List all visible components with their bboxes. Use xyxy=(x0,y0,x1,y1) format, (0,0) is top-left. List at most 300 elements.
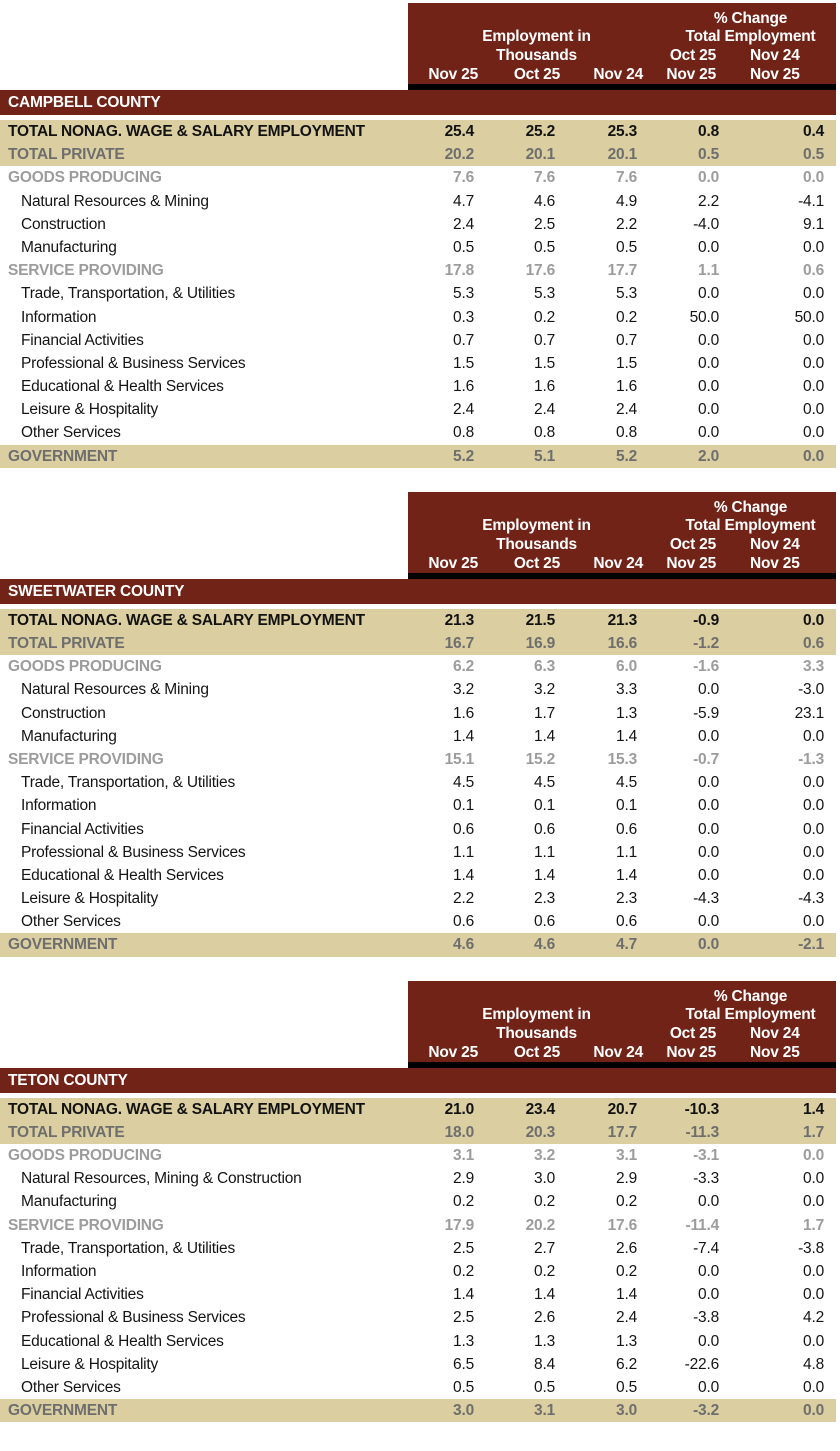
cell-value: 0.8 xyxy=(453,424,474,442)
employment-in-heading: Employment in xyxy=(482,1005,591,1023)
cell-value: 1.6 xyxy=(453,704,474,722)
cell-value: 0.0 xyxy=(803,285,824,303)
cell-value: 0.0 xyxy=(803,1193,824,1211)
table-row xyxy=(0,1237,836,1260)
cell-value: -3.0 xyxy=(798,681,824,699)
cell-value: 0.2 xyxy=(453,1262,474,1280)
cell-value: 5.1 xyxy=(534,447,555,465)
cell-value: 0.0 xyxy=(698,169,719,187)
cell-value: 21.5 xyxy=(525,611,555,629)
cell-value: 0.0 xyxy=(698,1262,719,1280)
cell-value: 1.4 xyxy=(453,727,474,745)
cell-value: 0.0 xyxy=(803,331,824,349)
cell-value: 0.0 xyxy=(698,1193,719,1211)
cell-value: 1.4 xyxy=(616,1286,637,1304)
cell-value: 0.8 xyxy=(616,424,637,442)
county-band xyxy=(0,579,836,604)
cell-value: 0.2 xyxy=(534,308,555,326)
cell-value: 25.2 xyxy=(525,123,555,140)
table-row xyxy=(0,190,836,213)
table-row xyxy=(0,352,836,375)
cell-value: 6.0 xyxy=(616,658,637,676)
cell-value: 0.0 xyxy=(803,238,824,256)
cell-value: -11.4 xyxy=(685,1216,719,1234)
cell-value: 20.1 xyxy=(607,146,637,164)
table-row xyxy=(0,1353,836,1376)
table-row xyxy=(0,933,836,956)
cell-value: 3.2 xyxy=(453,681,474,699)
cell-value: 0.0 xyxy=(698,681,719,699)
ratio-col1-numerator: Oct 25 xyxy=(669,1024,716,1042)
cell-value: 50.0 xyxy=(794,308,824,326)
cell-value: 0.2 xyxy=(616,1262,637,1280)
ratio-col2-numerator: Nov 24 xyxy=(750,47,800,64)
cell-value: -1.2 xyxy=(693,635,719,652)
table-row xyxy=(0,1121,836,1144)
cell-value: 0.0 xyxy=(698,424,719,442)
table-row xyxy=(0,398,836,421)
cell-value: 0.1 xyxy=(534,797,555,815)
row-label: Leisure & Hospitality xyxy=(21,1355,159,1373)
table-column-header xyxy=(408,492,836,579)
county-employment-table xyxy=(0,3,836,468)
cell-value: 3.3 xyxy=(616,681,637,699)
cell-value: -4.3 xyxy=(798,890,824,908)
cell-value: 0.0 xyxy=(803,820,824,838)
table-column-header xyxy=(408,3,836,90)
cell-value: 4.6 xyxy=(534,936,555,954)
cell-value: 17.7 xyxy=(607,262,637,280)
cell-value: 0.6 xyxy=(534,820,555,838)
cell-value: 1.5 xyxy=(616,354,637,372)
row-label: TOTAL NONAG. WAGE & SALARY EMPLOYMENT xyxy=(8,611,365,629)
row-label: Natural Resources & Mining xyxy=(21,681,209,699)
cell-value: 1.4 xyxy=(616,727,637,745)
row-label: Manufacturing xyxy=(21,1193,117,1211)
table-row xyxy=(0,213,836,236)
cell-value: 15.3 xyxy=(607,750,637,768)
cell-value: 2.4 xyxy=(453,215,474,233)
cell-value: -22.6 xyxy=(684,1355,719,1373)
cell-value: 0.0 xyxy=(698,797,719,815)
month-col-label-nov25: Nov 25 xyxy=(428,1043,478,1061)
cell-value: 1.4 xyxy=(534,866,555,884)
cell-value: 0.0 xyxy=(698,1378,719,1396)
cell-value: 8.4 xyxy=(534,1355,555,1373)
cell-value: 5.3 xyxy=(534,285,555,303)
cell-value: 4.6 xyxy=(534,192,555,210)
cell-value: 16.7 xyxy=(444,635,474,652)
cell-value: -10.3 xyxy=(684,1100,719,1118)
cell-value: 0.0 xyxy=(698,285,719,303)
cell-value: -3.1 xyxy=(693,1147,719,1164)
row-label: Other Services xyxy=(21,424,121,442)
cell-value: 1.1 xyxy=(534,843,555,861)
row-label: Construction xyxy=(21,704,106,722)
table-row xyxy=(0,1144,836,1167)
cell-value: 4.5 xyxy=(534,774,555,792)
row-label: Educational & Health Services xyxy=(21,1332,224,1350)
cell-value: -0.9 xyxy=(693,611,719,629)
cell-value: 2.9 xyxy=(453,1170,474,1188)
cell-value: -4.3 xyxy=(693,890,719,908)
cell-value: 0.0 xyxy=(803,447,824,465)
table-row xyxy=(0,306,836,329)
thousands-heading: Thousands xyxy=(496,1024,577,1042)
cell-value: 0.0 xyxy=(803,727,824,745)
cell-value: 0.0 xyxy=(803,354,824,372)
cell-value: 20.3 xyxy=(525,1123,555,1141)
table-body xyxy=(0,120,836,468)
row-label: Information xyxy=(21,797,97,815)
cell-value: 0.7 xyxy=(534,331,555,349)
table-row xyxy=(0,1399,836,1422)
cell-value: 0.0 xyxy=(803,913,824,931)
cell-value: 20.2 xyxy=(444,146,474,164)
table-row xyxy=(0,1306,836,1329)
cell-value: 4.6 xyxy=(453,936,474,954)
cell-value: 2.2 xyxy=(616,215,637,233)
cell-value: 2.5 xyxy=(453,1309,474,1327)
table-row xyxy=(0,748,836,771)
cell-value: 1.1 xyxy=(616,843,637,861)
cell-value: 0.0 xyxy=(698,866,719,884)
ratio-col2-numerator: Nov 24 xyxy=(750,535,800,553)
cell-value: 1.4 xyxy=(453,866,474,884)
employment-in-heading: Employment in xyxy=(482,516,591,534)
cell-value: 0.2 xyxy=(534,1193,555,1211)
cell-value: 3.1 xyxy=(453,1147,474,1164)
cell-value: 0.0 xyxy=(803,424,824,442)
table-row xyxy=(0,375,836,398)
table-row xyxy=(0,818,836,841)
table-body xyxy=(0,1098,836,1423)
table-row xyxy=(0,841,836,864)
table-row xyxy=(0,166,836,189)
cell-value: 2.5 xyxy=(453,1239,474,1257)
cell-value: 0.0 xyxy=(803,1332,824,1350)
cell-value: 2.4 xyxy=(616,1309,637,1327)
row-label: Other Services xyxy=(21,913,121,931)
cell-value: 0.5 xyxy=(803,146,824,164)
cell-value: 1.4 xyxy=(803,1100,824,1118)
table-column-header xyxy=(408,981,836,1068)
total-employment-heading: Total Employment xyxy=(685,1005,816,1023)
cell-value: 7.6 xyxy=(453,169,474,187)
cell-value: -0.7 xyxy=(693,750,719,768)
cell-value: 0.0 xyxy=(803,401,824,419)
cell-value: 1.3 xyxy=(534,1332,555,1350)
cell-value: 0.5 xyxy=(616,238,637,256)
cell-value: 0.2 xyxy=(616,1193,637,1211)
cell-value: 0.5 xyxy=(616,1378,637,1396)
month-col-label-nov24: Nov 24 xyxy=(593,554,643,572)
cell-value: 0.2 xyxy=(616,308,637,326)
cell-value: -3.8 xyxy=(693,1309,719,1327)
row-label: Other Services xyxy=(21,1378,121,1396)
cell-value: 1.7 xyxy=(534,704,555,722)
cell-value: 0.6 xyxy=(534,913,555,931)
table-row xyxy=(0,421,836,444)
cell-value: -1.3 xyxy=(798,750,824,768)
table-row xyxy=(0,678,836,701)
row-label: Professional & Business Services xyxy=(21,1309,246,1327)
table-row xyxy=(0,1260,836,1283)
cell-value: 17.6 xyxy=(607,1216,637,1234)
cell-value: 2.3 xyxy=(534,890,555,908)
cell-value: -11.3 xyxy=(685,1123,719,1141)
cell-value: 0.7 xyxy=(616,331,637,349)
cell-value: 2.9 xyxy=(616,1170,637,1188)
table-row xyxy=(0,794,836,817)
cell-value: 0.0 xyxy=(698,331,719,349)
row-label: Leisure & Hospitality xyxy=(21,401,159,419)
ratio-col2-denominator: Nov 25 xyxy=(750,1043,800,1061)
row-label: TOTAL PRIVATE xyxy=(8,146,125,164)
county-band xyxy=(0,1068,836,1093)
table-row xyxy=(0,655,836,678)
county-band xyxy=(0,90,836,115)
cell-value: 0.0 xyxy=(803,843,824,861)
cell-value: 2.2 xyxy=(698,192,719,210)
row-label: Information xyxy=(21,308,97,326)
cell-value: 2.2 xyxy=(453,890,474,908)
month-col-label-nov25: Nov 25 xyxy=(428,66,478,83)
cell-value: -5.9 xyxy=(693,704,719,722)
county-employment-table xyxy=(0,981,836,1423)
cell-value: 0.0 xyxy=(698,820,719,838)
row-label: Professional & Business Services xyxy=(21,843,246,861)
cell-value: 0.0 xyxy=(803,611,824,629)
table-row xyxy=(0,702,836,725)
thousands-heading: Thousands xyxy=(496,535,577,553)
row-label: Educational & Health Services xyxy=(21,378,224,396)
row-label: GOVERNMENT xyxy=(8,936,118,954)
cell-value: 16.9 xyxy=(525,635,555,652)
table-row xyxy=(0,1098,836,1121)
cell-value: 0.0 xyxy=(698,378,719,396)
row-label: Leisure & Hospitality xyxy=(21,890,159,908)
cell-value: 3.1 xyxy=(534,1402,555,1420)
cell-value: 6.3 xyxy=(534,658,555,676)
cell-value: 17.8 xyxy=(444,262,474,280)
cell-value: 17.7 xyxy=(607,1123,637,1141)
cell-value: 0.6 xyxy=(453,820,474,838)
row-label: Financial Activities xyxy=(21,1286,144,1304)
row-label: Financial Activities xyxy=(21,331,144,349)
cell-value: 0.0 xyxy=(803,1378,824,1396)
cell-value: 18.0 xyxy=(444,1123,474,1141)
cell-value: 4.2 xyxy=(803,1309,824,1327)
cell-value: 2.4 xyxy=(453,401,474,419)
cell-value: 2.4 xyxy=(616,401,637,419)
cell-value: 5.2 xyxy=(453,447,474,465)
thousands-heading: Thousands xyxy=(496,47,577,64)
row-label: Manufacturing xyxy=(21,238,117,256)
pct-change-heading: % Change xyxy=(713,10,788,27)
cell-value: 2.6 xyxy=(616,1239,637,1257)
cell-value: 0.5 xyxy=(534,1378,555,1396)
cell-value: 0.0 xyxy=(803,378,824,396)
table-row xyxy=(0,609,836,632)
table-row xyxy=(0,1190,836,1213)
cell-value: 0.2 xyxy=(453,1193,474,1211)
cell-value: 4.9 xyxy=(616,192,637,210)
table-row xyxy=(0,1330,836,1353)
cell-value: 0.0 xyxy=(698,843,719,861)
cell-value: 0.6 xyxy=(616,913,637,931)
cell-value: 3.0 xyxy=(534,1170,555,1188)
cell-value: 0.6 xyxy=(803,635,824,652)
cell-value: 0.6 xyxy=(616,820,637,838)
ratio-col2-denominator: Nov 25 xyxy=(750,66,800,83)
cell-value: 1.6 xyxy=(453,378,474,396)
cell-value: 20.1 xyxy=(525,146,555,164)
cell-value: 0.1 xyxy=(616,797,637,815)
cell-value: 15.2 xyxy=(525,750,555,768)
cell-value: 0.8 xyxy=(534,424,555,442)
ratio-col1-denominator: Nov 25 xyxy=(666,66,716,83)
cell-value: -2.1 xyxy=(798,936,824,954)
table-row xyxy=(0,329,836,352)
cell-value: 1.6 xyxy=(616,378,637,396)
cell-value: 3.1 xyxy=(616,1147,637,1164)
cell-value: 0.3 xyxy=(453,308,474,326)
cell-value: 0.0 xyxy=(803,169,824,187)
cell-value: 6.2 xyxy=(616,1355,637,1373)
cell-value: 0.0 xyxy=(698,936,719,954)
cell-value: 4.7 xyxy=(453,192,474,210)
cell-value: 0.0 xyxy=(698,774,719,792)
cell-value: 1.7 xyxy=(803,1123,824,1141)
month-col-label-oct25: Oct 25 xyxy=(513,1043,560,1061)
cell-value: 0.5 xyxy=(453,1378,474,1396)
cell-value: 1.1 xyxy=(453,843,474,861)
cell-value: 3.0 xyxy=(453,1402,474,1420)
cell-value: 20.7 xyxy=(607,1100,637,1118)
table-row xyxy=(0,864,836,887)
table-row xyxy=(0,143,836,166)
cell-value: 0.0 xyxy=(698,913,719,931)
cell-value: 2.4 xyxy=(534,401,555,419)
row-label: Trade, Transportation, & Utilities xyxy=(21,774,236,792)
cell-value: 1.4 xyxy=(453,1286,474,1304)
row-label: GOVERNMENT xyxy=(8,1402,118,1420)
ratio-col1-numerator: Oct 25 xyxy=(669,535,716,553)
row-label: Trade, Transportation, & Utilities xyxy=(21,285,236,303)
row-label: Construction xyxy=(21,215,106,233)
cell-value: 0.0 xyxy=(803,797,824,815)
table-row xyxy=(0,120,836,143)
table-row xyxy=(0,236,836,259)
cell-value: 7.6 xyxy=(534,169,555,187)
cell-value: 15.1 xyxy=(444,750,474,768)
cell-value: 3.3 xyxy=(803,658,824,676)
month-col-label-nov24: Nov 24 xyxy=(593,66,643,83)
cell-value: 0.0 xyxy=(803,866,824,884)
cell-value: 7.6 xyxy=(616,169,637,187)
cell-value: 0.8 xyxy=(698,123,719,140)
cell-value: -4.1 xyxy=(798,192,824,210)
row-label: Trade, Transportation, & Utilities xyxy=(21,1239,236,1257)
cell-value: 1.4 xyxy=(616,866,637,884)
cell-value: 1.5 xyxy=(534,354,555,372)
table-row xyxy=(0,1376,836,1399)
cell-value: 21.3 xyxy=(444,611,474,629)
cell-value: 1.3 xyxy=(453,1332,474,1350)
table-body xyxy=(0,609,836,957)
cell-value: -3.3 xyxy=(693,1170,719,1188)
cell-value: 0.0 xyxy=(698,727,719,745)
cell-value: 2.7 xyxy=(534,1239,555,1257)
cell-value: 5.2 xyxy=(616,447,637,465)
cell-value: 0.0 xyxy=(698,238,719,256)
cell-value: 0.0 xyxy=(803,1147,824,1164)
month-col-label-nov25: Nov 25 xyxy=(428,554,478,572)
cell-value: 0.1 xyxy=(453,797,474,815)
month-col-label-nov24: Nov 24 xyxy=(593,1043,643,1061)
row-label: TOTAL NONAG. WAGE & SALARY EMPLOYMENT xyxy=(8,123,365,140)
cell-value: 1.7 xyxy=(803,1216,824,1234)
cell-value: 0.6 xyxy=(453,913,474,931)
row-label: Natural Resources & Mining xyxy=(21,192,209,210)
row-label: Financial Activities xyxy=(21,820,144,838)
row-label: Professional & Business Services xyxy=(21,354,246,372)
cell-value: 1.4 xyxy=(534,727,555,745)
county-title: TETON COUNTY xyxy=(8,1071,128,1089)
cell-value: 0.0 xyxy=(803,774,824,792)
cell-value: 1.3 xyxy=(616,1332,637,1350)
cell-value: -1.6 xyxy=(693,658,719,676)
row-label: GOODS PRODUCING xyxy=(8,1147,162,1164)
employment-in-heading: Employment in xyxy=(482,28,591,45)
table-row xyxy=(0,632,836,655)
row-label: TOTAL PRIVATE xyxy=(8,1123,125,1141)
cell-value: 1.1 xyxy=(698,262,719,280)
cell-value: 0.0 xyxy=(698,1332,719,1350)
cell-value: 0.0 xyxy=(698,354,719,372)
cell-value: 2.5 xyxy=(534,215,555,233)
cell-value: -3.8 xyxy=(798,1239,824,1257)
row-label: Educational & Health Services xyxy=(21,866,224,884)
row-label: Natural Resources, Mining & Construction xyxy=(21,1170,302,1188)
cell-value: -4.0 xyxy=(693,215,719,233)
cell-value: 5.3 xyxy=(616,285,637,303)
cell-value: 0.5 xyxy=(453,238,474,256)
cell-value: 17.9 xyxy=(444,1216,474,1234)
cell-value: 9.1 xyxy=(803,215,824,233)
cell-value: 1.6 xyxy=(534,378,555,396)
cell-value: 17.6 xyxy=(525,262,555,280)
table-row xyxy=(0,771,836,794)
cell-value: 4.8 xyxy=(803,1355,824,1373)
cell-value: 0.0 xyxy=(803,1262,824,1280)
cell-value: 16.6 xyxy=(607,635,637,652)
cell-value: 21.0 xyxy=(444,1100,474,1118)
cell-value: 5.3 xyxy=(453,285,474,303)
cell-value: -3.2 xyxy=(693,1402,719,1420)
month-col-label-oct25: Oct 25 xyxy=(513,66,560,83)
cell-value: 0.7 xyxy=(453,331,474,349)
cell-value: 0.0 xyxy=(698,1286,719,1304)
ratio-col2-numerator: Nov 24 xyxy=(750,1024,800,1042)
cell-value: 2.0 xyxy=(698,447,719,465)
cell-value: 23.4 xyxy=(525,1100,555,1118)
cell-value: -7.4 xyxy=(693,1239,719,1257)
cell-value: 25.4 xyxy=(444,123,474,140)
cell-value: 4.7 xyxy=(616,936,637,954)
row-label: SERVICE PROVIDING xyxy=(8,262,164,280)
